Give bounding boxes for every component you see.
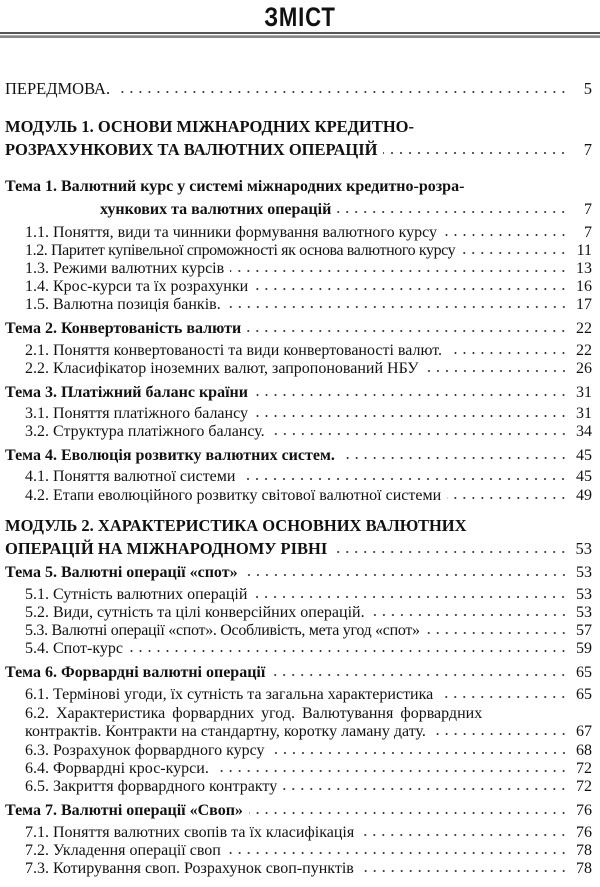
entry-text: 5.1. Сутність валютних операцій: [25, 586, 248, 603]
toc-entry-preface[interactable]: [5, 80, 592, 98]
entry-text: МОДУЛЬ 2. ХАРАКТЕРИСТИКА ОСНОВНИХ ВАЛЮТНИХ: [5, 516, 467, 535]
entry-text: 6.2. Характеристика форвардних угод. Валютування форвардних: [25, 705, 483, 722]
entry-text: Тема 1. Валютний курс у системі міжнародних кредитно-розра-: [5, 178, 465, 195]
dot-leader: [426, 631, 568, 635]
entry-page: 57: [576, 622, 592, 639]
dot-leader: [283, 787, 568, 791]
toc-entry-6-2[interactable]: [25, 705, 592, 723]
dot-leader: [253, 595, 568, 599]
dot-leader: [215, 769, 568, 773]
entry-text: 5.2. Види, сутність та цілі конверсійних операцій.: [25, 604, 365, 621]
entry-page: 7: [584, 224, 592, 241]
entry-text: 6.4. Форвардні крос-курси.: [25, 760, 209, 777]
entry-page: 13: [576, 260, 592, 277]
dot-leader: [241, 477, 568, 481]
dot-leader: [129, 649, 568, 653]
dot-leader: [333, 550, 568, 554]
toc-entry-topic-4[interactable]: [5, 447, 592, 465]
toc-entry-6-4[interactable]: [25, 760, 592, 778]
entry-text: контрактів. Контракти на стандартну, коротку ламану дату.: [25, 723, 426, 740]
entry-text: 5.3. Валютні операції «спот». Особливість, мета угод «спот»: [25, 622, 420, 639]
entry-text: РОЗРАХУНКОВИХ ТА ВАЛЮТНИХ ОПЕРАЦІЙ: [5, 140, 378, 159]
toc-entry-6-5[interactable]: [25, 778, 592, 796]
entry-page: 45: [576, 468, 592, 485]
toc-entry-topic-5[interactable]: [5, 564, 592, 582]
entry-page: 49: [576, 487, 592, 504]
entry-text: Тема 7. Валютні операції «Своп»: [5, 802, 243, 819]
entry-page: 16: [576, 278, 592, 295]
entry-text: 6.1. Термінові угоди, їх сутність та загальна характеристика: [25, 686, 434, 703]
title-rule: [0, 32, 600, 38]
entry-page: 5: [583, 79, 592, 98]
toc-entry-3-1[interactable]: [25, 405, 592, 423]
toc-entry-6-3[interactable]: [25, 742, 592, 760]
entry-page: 45: [576, 447, 592, 464]
toc-entry-2-2[interactable]: [25, 360, 592, 378]
dot-leader: [360, 869, 568, 873]
entry-page: 34: [576, 423, 592, 440]
entry-text: 6.3. Розрахунок форвардного курсу: [25, 742, 265, 759]
dot-leader: [230, 269, 568, 273]
entry-page: 53: [576, 586, 592, 603]
entry-text: 5.4. Спот-курс: [25, 640, 123, 657]
toc-entry-topic-6[interactable]: [5, 664, 592, 682]
entry-text: 3.2. Структура платіжного балансу.: [25, 423, 265, 440]
toc-entry-2-1[interactable]: [25, 342, 592, 360]
dot-leader: [247, 329, 568, 333]
entry-text: 7.1. Поняття валютних свопів та їх класифікація: [25, 824, 355, 841]
entry-page: 17: [576, 296, 592, 313]
toc-entry-topic-7[interactable]: [5, 802, 592, 820]
entry-text: 2.2. Класифікатор іноземних валют, запропонований НБУ: [25, 360, 419, 377]
dot-leader: [439, 695, 568, 699]
dot-leader: [227, 851, 568, 855]
page-title: ЗМІСТ: [264, 2, 336, 32]
dot-leader: [271, 432, 568, 436]
dot-leader: [447, 496, 568, 500]
toc-entry-1-2[interactable]: [25, 242, 592, 260]
toc-entry-module-1-cont[interactable]: [5, 141, 592, 159]
toc-entry-topic-1[interactable]: [5, 178, 592, 196]
entry-text: МОДУЛЬ 1. ОСНОВИ МІЖНАРОДНИХ КРЕДИТНО-: [5, 117, 415, 136]
dot-leader: [254, 414, 568, 418]
entry-page: 78: [576, 842, 592, 859]
toc-entry-1-4[interactable]: [25, 278, 592, 296]
entry-page: 53: [576, 604, 592, 621]
dot-leader: [249, 811, 568, 815]
entry-text: Тема 5. Валютні операції «спот»: [5, 564, 238, 581]
entry-page: 76: [576, 802, 592, 819]
toc-entry-6-1[interactable]: [25, 686, 592, 704]
toc-entry-topic-1-cont[interactable]: [100, 201, 592, 219]
entry-page: 59: [576, 640, 592, 657]
toc-entry-1-3[interactable]: [25, 260, 592, 278]
toc-entry-1-5[interactable]: [25, 296, 592, 314]
entry-page: 22: [576, 320, 592, 337]
dot-leader: [341, 456, 568, 460]
toc-entry-5-3[interactable]: [25, 622, 592, 640]
entry-text: 7.2. Укладення операції своп: [25, 842, 221, 859]
entry-text: 7.3. Котирування своп. Розрахунок своп-пунктів: [25, 860, 354, 877]
toc-entry-4-1[interactable]: [25, 468, 592, 486]
entry-text: 1.5. Валютна позиція банків.: [25, 296, 221, 313]
dot-leader: [337, 210, 568, 214]
entry-text: Тема 2. Конвертованість валюти: [5, 320, 242, 337]
dot-leader: [360, 833, 568, 837]
dot-leader: [371, 613, 568, 617]
dot-leader: [271, 751, 568, 755]
dot-leader: [254, 393, 568, 397]
entry-text: 1.1. Поняття, види та чинники формування валютного курсу: [25, 224, 437, 241]
toc-entry-topic-2[interactable]: [5, 320, 592, 338]
entry-page: 78: [576, 860, 592, 877]
dot-leader: [432, 732, 568, 736]
entry-text: 1.2. Паритет купівельної спроможності як основа валютного курсу: [25, 242, 456, 259]
dot-leader: [425, 369, 568, 373]
toc-entry-7-2[interactable]: [25, 842, 592, 860]
entry-text: 1.4. Крос-курси та їх розрахунки: [25, 278, 249, 295]
entry-page: 53: [575, 539, 592, 558]
entry-text: 4.2. Етапи еволюційного розвитку світової валютної системи: [25, 487, 442, 504]
entry-text: Тема 4. Еволюція розвитку валютних систем.: [5, 447, 335, 464]
entry-text: 1.3. Режими валютних курсів: [25, 260, 225, 277]
toc-entry-5-2[interactable]: [25, 604, 592, 622]
entry-page: 68: [576, 742, 592, 759]
toc-entry-1-1[interactable]: [25, 224, 592, 242]
entry-text: 6.5. Закриття форвардного контракту: [25, 778, 278, 795]
entry-page: 11: [576, 242, 592, 259]
dot-leader: [227, 305, 568, 309]
entry-page: 22: [576, 342, 592, 359]
entry-page: 72: [576, 760, 592, 777]
dot-leader: [254, 287, 568, 291]
entry-text: Тема 3. Платіжний баланс країни: [5, 384, 248, 401]
toc-entry-4-2[interactable]: [25, 487, 592, 505]
dot-leader: [116, 90, 568, 94]
toc-entry-7-3[interactable]: [25, 860, 592, 878]
toc-entry-module-2-cont[interactable]: [5, 540, 592, 558]
entry-page: 53: [576, 564, 592, 581]
entry-text: хункових та валютних операцій: [100, 201, 332, 218]
toc-entry-5-1[interactable]: [25, 586, 592, 604]
toc-entry-3-2[interactable]: [25, 423, 592, 441]
dot-leader: [443, 233, 568, 237]
entry-page: 7: [584, 201, 592, 218]
toc-entry-6-2-cont[interactable]: [25, 723, 592, 741]
entry-page: 76: [576, 824, 592, 841]
entry-page: 65: [576, 664, 592, 681]
entry-text: ОПЕРАЦІЙ НА МІЖНАРОДНОМУ РІВНІ: [5, 539, 328, 558]
entry-text: Тема 6. Форвардні валютні операції: [5, 664, 266, 681]
dot-leader: [244, 573, 568, 577]
entry-text: 2.1. Поняття конвертованості та види конвертованості валют.: [25, 342, 443, 359]
toc-entry-topic-3[interactable]: [5, 384, 592, 402]
entry-text: 4.1. Поняття валютної системи: [25, 468, 236, 485]
toc-entry-5-4[interactable]: [25, 640, 592, 658]
entry-page: 7: [583, 140, 592, 159]
entry-page: 31: [576, 405, 592, 422]
entry-page: 72: [576, 778, 592, 795]
entry-page: 67: [576, 723, 592, 740]
toc-entry-7-1[interactable]: [25, 824, 592, 842]
toc-entry-module-1[interactable]: [5, 118, 592, 136]
toc-entry-module-2[interactable]: [5, 517, 592, 535]
dot-leader: [271, 673, 568, 677]
entry-page: 26: [576, 360, 592, 377]
dot-leader: [448, 351, 568, 355]
entry-page: 31: [576, 384, 592, 401]
dot-leader: [383, 151, 568, 155]
dot-leader: [461, 251, 568, 255]
entry-page: 65: [576, 686, 592, 703]
entry-text: ПЕРЕДМОВА.: [5, 79, 111, 98]
entry-text: 3.1. Поняття платіжного балансу: [25, 405, 248, 422]
